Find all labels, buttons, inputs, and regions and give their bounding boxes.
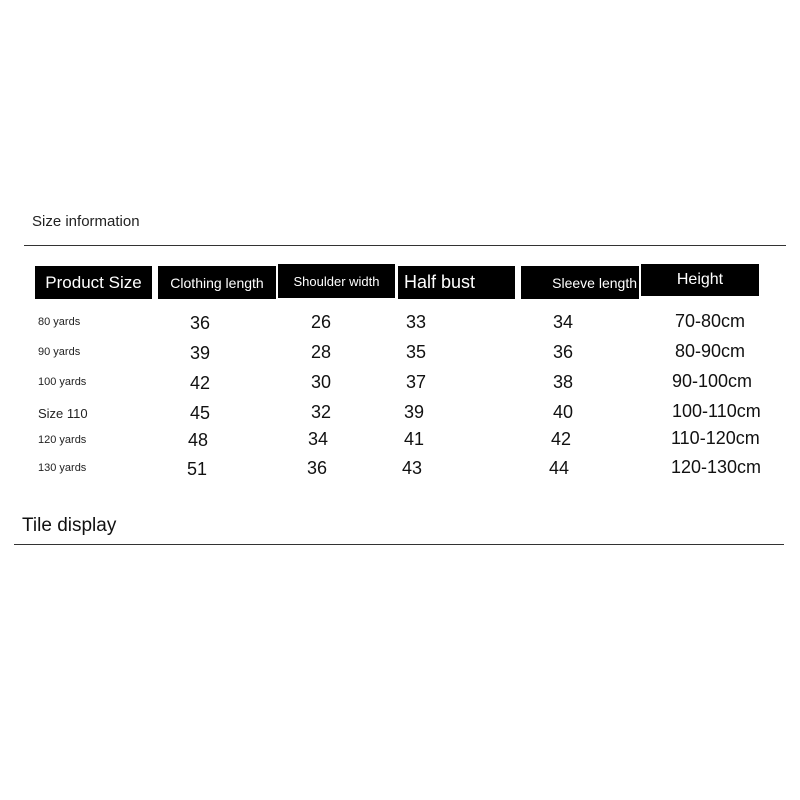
size-information-title: Size information [32, 213, 140, 230]
size-cell: 80 yards [38, 316, 81, 328]
shoulder-width-cell: 26 [311, 312, 332, 332]
height-cell: 100-110cm [672, 401, 761, 421]
header-sleeve-length: Sleeve length [521, 266, 639, 299]
sleeve-length-cell: 44 [549, 458, 570, 478]
sleeve-length-cell: 40 [553, 402, 574, 422]
shoulder-width-cell: 30 [311, 372, 332, 392]
clothing-length-cell: 51 [187, 459, 208, 479]
tile-display-title: Tile display [22, 515, 117, 536]
sleeve-length-cell: 34 [553, 312, 574, 332]
shoulder-width-cell: 36 [307, 458, 328, 478]
size-cell: 100 yards [38, 376, 87, 388]
clothing-length-cell: 36 [190, 313, 211, 333]
height-cell: 70-80cm [675, 311, 746, 331]
header-height: Height [641, 264, 759, 296]
height-cell: 90-100cm [672, 371, 753, 391]
shoulder-width-cell: 32 [311, 402, 332, 422]
clothing-length-cell: 42 [190, 373, 211, 393]
header-product-size: Product Size [35, 266, 152, 299]
size-cell: Size 110 [38, 406, 88, 421]
size-cell: 130 yards [38, 462, 87, 474]
sleeve-length-cell: 42 [551, 429, 572, 449]
shoulder-width-cell: 28 [311, 342, 332, 362]
bottom-divider [14, 544, 784, 545]
clothing-length-cell: 39 [190, 343, 211, 363]
half-bust-cell: 43 [402, 458, 423, 478]
shoulder-width-cell: 34 [308, 429, 329, 449]
header-shoulder-width: Shoulder width [278, 264, 395, 298]
height-cell: 80-90cm [675, 341, 746, 361]
size-cell: 120 yards [38, 434, 87, 446]
header-clothing-length: Clothing length [158, 266, 276, 299]
sleeve-length-cell: 38 [553, 372, 574, 392]
height-cell: 120-130cm [671, 457, 762, 477]
half-bust-cell: 33 [406, 312, 427, 332]
height-cell: 110-120cm [671, 428, 760, 448]
size-cell: 90 yards [38, 346, 81, 358]
header-half-bust: Half bust [398, 266, 515, 299]
half-bust-cell: 37 [406, 372, 427, 392]
top-divider [24, 245, 786, 246]
sleeve-length-cell: 36 [553, 342, 574, 362]
clothing-length-cell: 45 [190, 403, 211, 423]
half-bust-cell: 41 [404, 429, 425, 449]
half-bust-cell: 35 [406, 342, 427, 362]
clothing-length-cell: 48 [188, 430, 209, 450]
half-bust-cell: 39 [404, 402, 425, 422]
